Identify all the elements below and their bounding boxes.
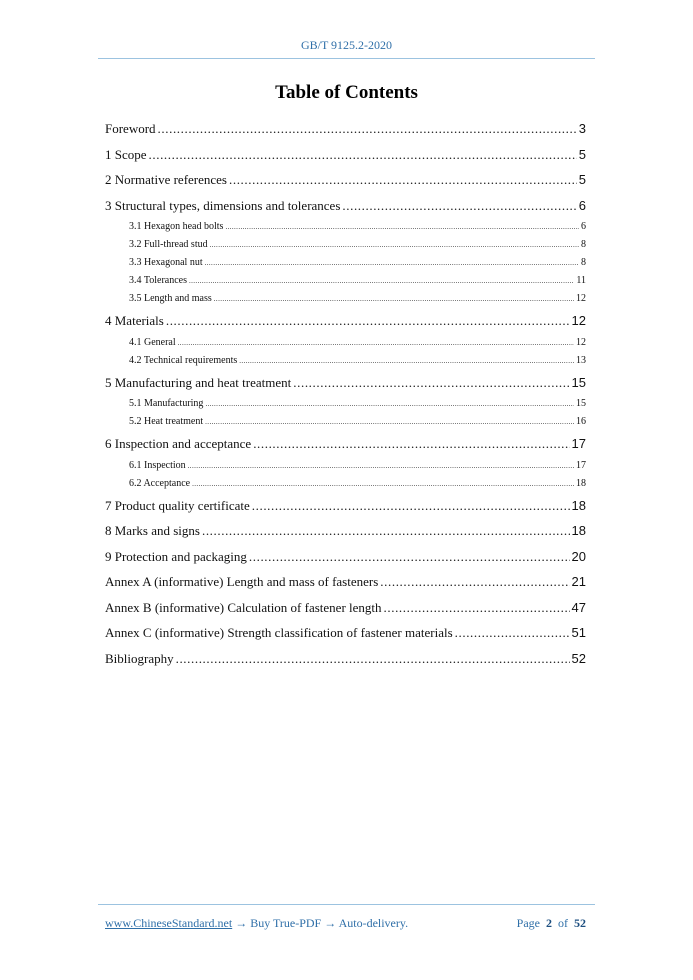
toc-entry[interactable]: [105, 569, 586, 595]
toc-entry[interactable]: [105, 518, 586, 544]
toc-dot-leader: [205, 254, 579, 272]
toc-entry-label: 9 Protection and packaging: [105, 548, 247, 564]
toc-dot-leader: [455, 620, 570, 646]
toc-entry-label: 4.1 General: [129, 336, 176, 348]
toc-entry[interactable]: [105, 236, 586, 254]
toc-dot-leader: [189, 272, 574, 290]
toc-dot-leader: [166, 308, 570, 334]
toc-entry-page: 15: [571, 374, 586, 390]
toc-entry-label: Annex C (informative) Strength classification of fastener materials: [105, 625, 453, 640]
page-indicator: [517, 916, 586, 931]
toc-entry-label: 6.2 Acceptance: [129, 477, 191, 489]
toc-entry-label: 3.1 Hexagon head bolts: [129, 221, 224, 232]
toc-entry-label: 4.2 Technical requirements: [129, 354, 238, 366]
toc-entry[interactable]: [105, 116, 586, 142]
toc-entry[interactable]: [105, 290, 586, 308]
toc-entry-page: 20: [571, 548, 586, 564]
toc-entry-page: 15: [576, 398, 586, 409]
toc-entry-label: 3.3 Hexagonal nut: [129, 257, 203, 268]
page-title: Table of Contents: [275, 82, 418, 103]
toc-entry-page: 5: [578, 146, 586, 162]
toc-dot-leader: [225, 218, 579, 236]
toc-entry[interactable]: [105, 272, 586, 290]
toc-entry[interactable]: [105, 142, 586, 168]
toc-entry-page: 3: [578, 121, 586, 136]
toc-dot-leader: [384, 595, 570, 621]
toc-entry-label: Bibliography: [105, 650, 174, 666]
toc-dot-leader: [214, 290, 574, 308]
toc-entry-page: 8: [581, 257, 586, 268]
toc-entry-page: 12: [576, 293, 586, 304]
toc-entry-label: 4 Materials: [105, 313, 164, 328]
toc-dot-leader: [210, 236, 579, 254]
header-divider: [98, 58, 595, 59]
toc-entry-label: 5.1 Manufacturing: [129, 398, 204, 409]
toc-dot-leader: [293, 370, 569, 396]
toc-entry-label: 3.4 Tolerances: [129, 275, 187, 286]
toc-dot-leader: [192, 475, 574, 493]
toc-entry-page: 13: [576, 354, 586, 366]
toc-entry-page: 21: [571, 574, 586, 589]
toc-dot-leader: [229, 167, 577, 193]
total-pages: 52: [574, 916, 586, 930]
toc-dot-leader: [205, 413, 574, 431]
toc-entry[interactable]: [105, 193, 586, 219]
toc-entry-page: 17: [571, 436, 586, 451]
toc-dot-leader: [176, 646, 570, 672]
toc-entry-label: 6.1 Inspection: [129, 459, 186, 471]
toc-dot-leader: [205, 395, 574, 413]
toc-entry-page: 18: [571, 523, 586, 538]
footer-promo: [105, 916, 408, 931]
toc-entry[interactable]: [105, 308, 586, 334]
toc-dot-leader: [380, 569, 569, 595]
toc-entry-page: 17: [576, 459, 586, 471]
toc-dot-leader: [252, 493, 570, 519]
toc-entry-label: 5.2 Heat treatment: [129, 416, 204, 427]
toc-entry-label: Foreword: [105, 121, 156, 136]
toc-entry[interactable]: [105, 475, 586, 493]
footer-divider: [98, 904, 595, 905]
toc-entry-page: 12: [571, 313, 586, 328]
toc-entry[interactable]: [105, 370, 586, 396]
toc-entry-label: 1 Scope: [105, 146, 147, 162]
toc-entry[interactable]: [105, 493, 586, 519]
toc-entry-page: 47: [571, 599, 586, 615]
toc-entry-page: 18: [576, 477, 586, 489]
toc-entry[interactable]: [105, 595, 586, 621]
toc-entry-page: 12: [576, 336, 586, 348]
toc-entry-label: 8 Marks and signs: [105, 523, 200, 538]
toc-dot-leader: [239, 352, 574, 370]
page-of: of: [558, 916, 568, 930]
current-page: 2: [546, 916, 552, 930]
toc-entry[interactable]: [105, 457, 586, 475]
toc-entry-page: 11: [576, 275, 586, 286]
page-prefix: Page: [516, 916, 540, 930]
toc-entry[interactable]: [105, 254, 586, 272]
toc-entry[interactable]: [105, 646, 586, 672]
toc-dot-leader: [249, 544, 570, 570]
toc-entry-label: 3 Structural types, dimensions and tolerances: [105, 197, 341, 213]
toc-entry[interactable]: [105, 544, 586, 570]
toc-entry-label: 6 Inspection and acceptance: [105, 436, 252, 451]
toc-dot-leader: [253, 431, 569, 457]
site-link[interactable]: www.ChineseStandard.net: [105, 916, 233, 930]
toc-entry-page: 6: [578, 197, 586, 213]
toc-entry-page: 5: [578, 172, 586, 187]
toc-entry-page: 51: [571, 625, 586, 640]
toc-dot-leader: [188, 457, 574, 475]
toc-entry-label: Annex B (informative) Calculation of fastener length: [105, 599, 382, 615]
toc-dot-leader: [202, 518, 570, 544]
toc-entry[interactable]: [105, 167, 586, 193]
promo-text: → Buy True-PDF → Auto-delivery.: [232, 916, 409, 930]
toc-entry[interactable]: [105, 413, 586, 431]
toc-entry-page: 52: [571, 650, 586, 666]
toc-entry-label: Annex A (informative) Length and mass of fasteners: [105, 574, 379, 589]
toc-entry-label: 3.2 Full-thread stud: [129, 239, 208, 250]
table-of-contents: [105, 116, 586, 671]
footer: [105, 916, 586, 931]
toc-entry-page: 6: [581, 221, 586, 232]
toc-entry[interactable]: [105, 352, 586, 370]
toc-entry[interactable]: [105, 218, 586, 236]
toc-entry[interactable]: [105, 431, 586, 457]
toc-entry-page: 8: [581, 239, 586, 250]
toc-entry-label: 5 Manufacturing and heat treatment: [105, 374, 292, 390]
toc-dot-leader: [342, 193, 576, 219]
running-header: GB/T 9125.2-2020: [300, 38, 393, 52]
toc-entry-label: 3.5 Length and mass: [129, 293, 212, 304]
toc-entry[interactable]: [105, 620, 586, 646]
toc-dot-leader: [178, 334, 574, 352]
toc-entry-page: 16: [576, 416, 586, 427]
toc-entry-label: 7 Product quality certificate: [105, 497, 250, 513]
toc-entry[interactable]: [105, 334, 586, 352]
toc-dot-leader: [149, 142, 577, 168]
toc-entry-label: 2 Normative references: [105, 172, 227, 187]
toc-entry[interactable]: [105, 395, 586, 413]
toc-dot-leader: [158, 116, 577, 142]
toc-entry-page: 18: [571, 497, 586, 513]
